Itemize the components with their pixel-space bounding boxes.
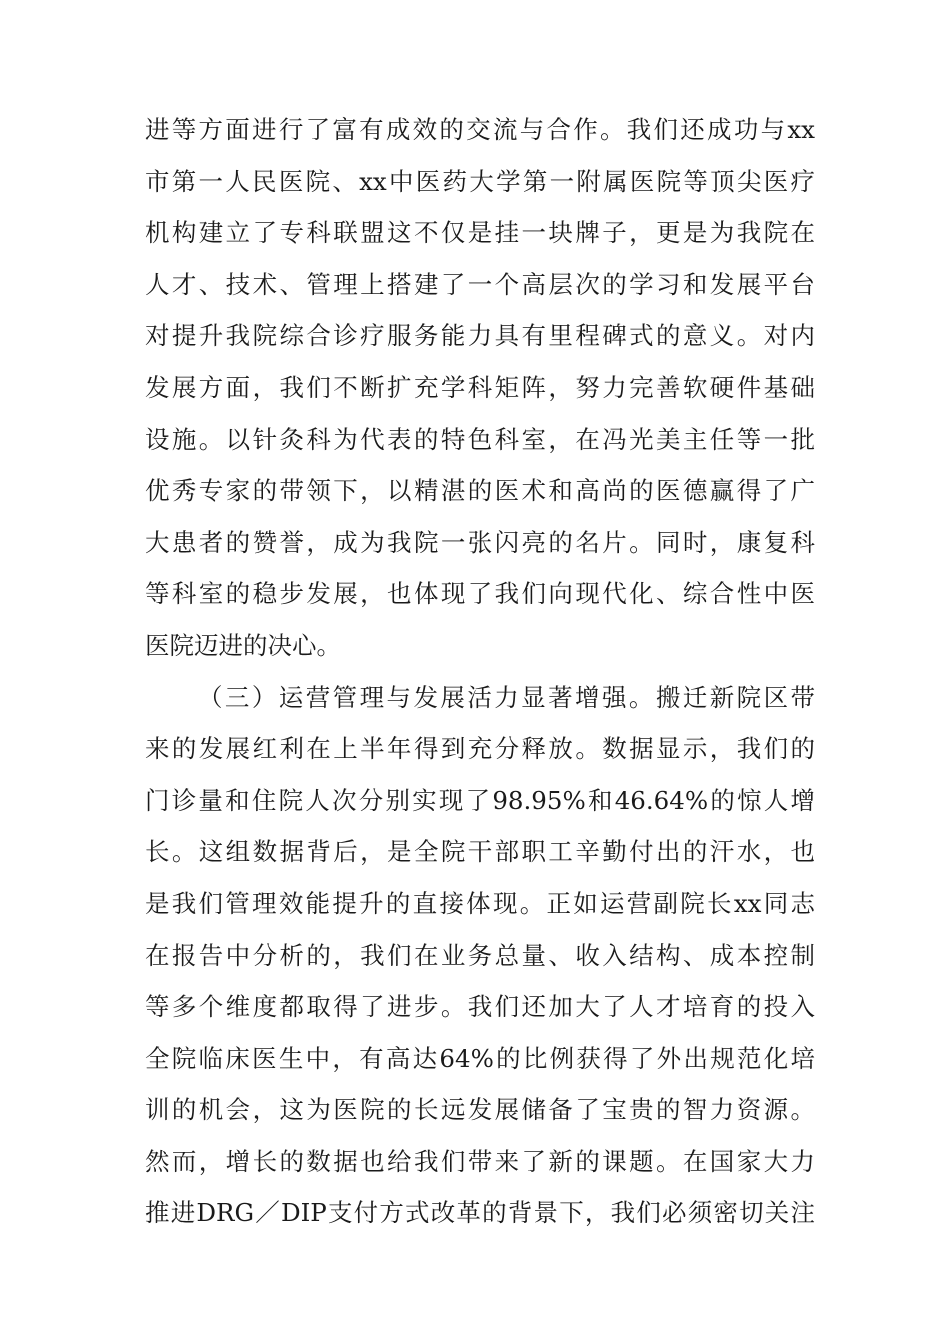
text-line: 全院临床医生中，有高达64%的比例获得了外出规范化培 xyxy=(145,1043,815,1073)
text-line: 进等方面进行了富有成效的交流与合作。我们还成功与xx xyxy=(145,115,815,144)
section-heading-line: （三）运营管理与发展活力显著增强。搬迁新院区带 xyxy=(198,682,815,712)
text-line: 门诊量和住院人次分别实现了98.95%和46.64%的惊人增 xyxy=(145,785,815,815)
text-line: 对提升我院综合诊疗服务能力具有里程碑式的意义。对内 xyxy=(145,321,815,351)
text-line: 设施。以针灸科为代表的特色科室，在冯光美主任等一批 xyxy=(145,424,815,454)
text-line: 等科室的稳步发展，也体现了我们向现代化、综合性中医 xyxy=(145,579,815,609)
text-line: 市第一人民医院、xx中医药大学第一附属医院等顶尖医疗 xyxy=(145,166,815,196)
text-line: 来的发展红利在上半年得到充分释放。数据显示，我们的 xyxy=(145,734,815,764)
text-line: 优秀专家的带领下，以精湛的医术和高尚的医德赢得了广 xyxy=(145,476,815,506)
text-line: 机构建立了专科联盟这不仅是挂一块牌子，更是为我院在 xyxy=(145,218,815,248)
text-line: 等多个维度都取得了进步。我们还加大了人才培育的投入 xyxy=(145,992,815,1022)
text-line: 大患者的赞誉，成为我院一张闪亮的名片。同时，康复科 xyxy=(145,527,815,557)
text-line: 然而，增长的数据也给我们带来了新的课题。在国家大力 xyxy=(145,1146,815,1176)
text-line: 发展方面，我们不断扩充学科矩阵，努力完善软硬件基础 xyxy=(145,372,815,402)
text-line: 人才、技术、管理上搭建了一个高层次的学习和发展平台 xyxy=(145,269,815,299)
text-line: 推进DRG／DIP支付方式改革的背景下，我们必须密切关注 xyxy=(145,1198,815,1228)
body-text xyxy=(145,104,815,1239)
text-line: 是我们管理效能提升的直接体现。正如运营副院长xx同志 xyxy=(145,888,815,918)
text-line: 长。这组数据背后，是全院干部职工辛勤付出的汗水，也 xyxy=(145,837,815,867)
text-line: 在报告中分析的，我们在业务总量、收入结构、成本控制 xyxy=(145,940,815,970)
paragraph-end-line: 医院迈进的决心。 xyxy=(145,630,341,660)
text-line: 训的机会，这为医院的长远发展储备了宝贵的智力资源。 xyxy=(145,1095,815,1125)
